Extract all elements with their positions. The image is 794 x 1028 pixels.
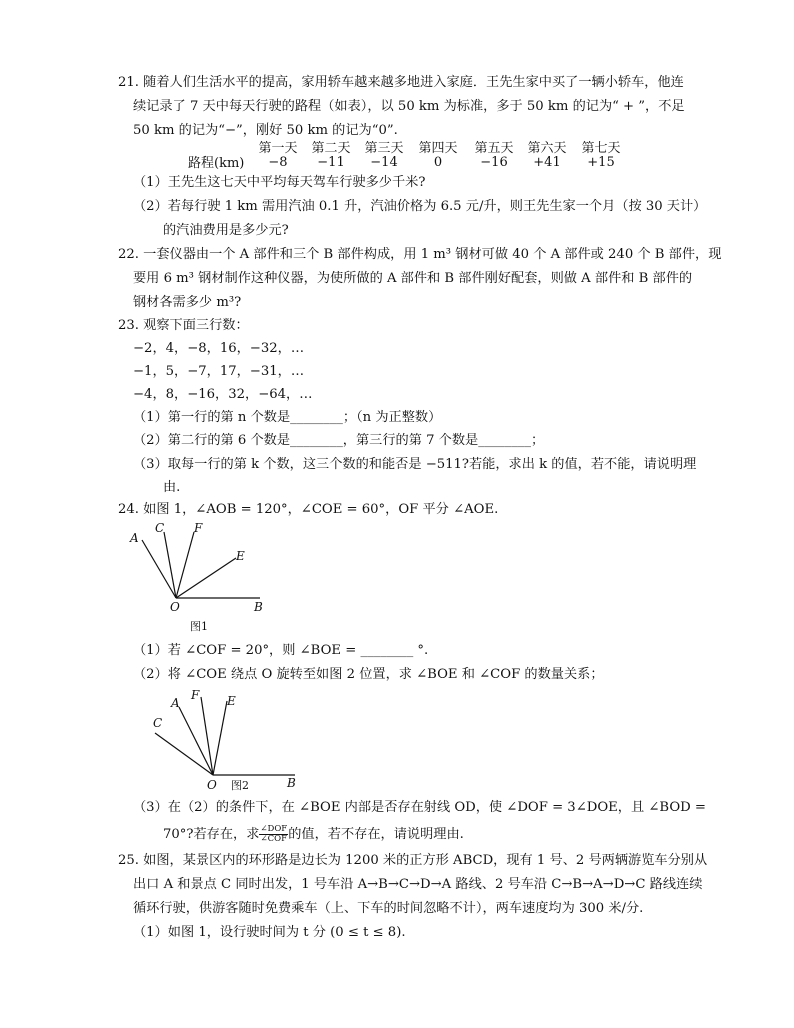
q21-sub2a: （2）若每行驶 1 km 需用汽油 0.1 升，汽油价格为 6.5 元/升，则王先生家一个月（按 30 天计）: [133, 199, 707, 214]
table-day-5: 第五天: [474, 141, 514, 156]
q25-line3: 循环行驶，供游客随时免费乘车（上、下车的时间忽略不计），两车速度均为 300 米/分.: [133, 901, 644, 916]
angle-ratio-fraction: [259, 825, 288, 844]
q25-sub1: （1）如图 1，设行驶时间为 t 分 (0 ≤ t ≤ 8).: [133, 925, 406, 940]
q22-line2: 要用 6 m³ 钢材制作这种仪器，为使所做的 A 部件和 B 部件刚好配套，则做 A 部件和 B 部件的: [133, 271, 693, 286]
table-day-6: 第六天: [527, 141, 567, 156]
q25-line1: 25. 如图，某景区内的环形路是边长为 1200 米的正方形 ABCD，现有 1 号、2 号两辆游览车分别从: [118, 853, 708, 868]
ray-OC: [155, 733, 213, 775]
q23-sub3a: （3）取每一行的第 k 个数，这三个数的和能否是 −511?若能，求出 k 的值，若不能，请说明理: [133, 457, 697, 472]
label-E: E: [236, 549, 245, 563]
q24-sub1: （1）若 ∠COF = 20°，则 ∠BOE = ________ °.: [133, 643, 429, 658]
q24-sub3b-pre: 70°?若存在，求: [163, 827, 260, 842]
q21-sub1: （1）王先生这七天中平均每天驾车行驶多少千米?: [133, 175, 426, 190]
q21-sub2b: 的汽油费用是多少元?: [163, 223, 289, 238]
figure-2-caption: 图2: [231, 779, 249, 792]
label-O: O: [207, 778, 217, 792]
q23-line1: 23. 观察下面三行数：: [118, 318, 249, 333]
q23-row1: −2，4，−8，16，−32，…: [133, 341, 305, 356]
table-day-3: 第三天: [364, 141, 404, 156]
q22-line1: 22. 一套仪器由一个 A 部件和三个 B 部件构成，用 1 m³ 钢材可做 40 个 A 部件或 240 个 B 部件，现: [118, 247, 722, 262]
table-value-2: −11: [317, 155, 345, 170]
table-day-1: 第一天: [258, 141, 298, 156]
q22-line3: 钢材各需多少 m³?: [133, 295, 242, 310]
label-F: F: [194, 521, 203, 535]
figure-1: [120, 520, 280, 635]
fraction-numerator: ∠DOF: [260, 824, 288, 834]
label-E: E: [227, 694, 236, 708]
q23-sub1: （1）第一行的第 n 个数是________；（n 为正整数）: [133, 410, 442, 425]
ray-OE: [213, 701, 227, 775]
q23-row3: −4，8，−16，32，−64，…: [133, 387, 313, 402]
q24-line1: 24. 如图 1，∠AOB = 120°，∠COE = 60°，OF 平分 ∠AOE.: [118, 502, 499, 517]
q23-sub2: （2）第二行的第 6 个数是________，第三行的第 7 个数是________；: [133, 433, 545, 448]
q21-line1: 21. 随着人们生活水平的提高，家用轿车越来越多地进入家庭．王先生家中买了一辆小轿车，他连: [118, 75, 684, 90]
q25-line2: 出口 A 和景点 C 同时出发，1 号车沿 A→B→C→D→A 路线、2 号车沿 C→B→A→D→C 路线连续: [133, 877, 703, 892]
table-day-2: 第二天: [311, 141, 351, 156]
fraction-denominator: ∠COF: [260, 834, 288, 844]
label-B: B: [287, 776, 296, 790]
label-F: F: [191, 688, 200, 702]
table-day-4: 第四天: [418, 141, 458, 156]
table-value-6: +41: [533, 155, 561, 170]
table-day-7: 第七天: [581, 141, 621, 156]
q24-sub3a: （3）在（2）的条件下，在 ∠BOE 内部是否存在射线 OD，使 ∠DOF = 3∠DOE，且 ∠BOD =: [133, 800, 706, 815]
figure-2: [145, 685, 305, 795]
label-O: O: [170, 600, 180, 614]
q21-line2: 续记录了 7 天中每天行驶的路程（如表），以 50 km 为标准，多于 50 km 的记为“ + ”，不足: [133, 99, 685, 114]
table-value-4: 0: [433, 155, 443, 170]
q23-sub3b: 由.: [163, 480, 181, 495]
table-row-label: 路程(km): [188, 156, 245, 171]
q24-sub3b-post: 的值，若不存在，请说明理由.: [288, 827, 464, 842]
table-value-7: +15: [587, 155, 615, 170]
label-C: C: [153, 716, 163, 730]
label-B: B: [254, 600, 263, 614]
q23-row2: −1，5，−7，17，−31，…: [133, 364, 305, 379]
label-C: C: [155, 521, 165, 535]
table-value-5: −16: [480, 155, 508, 170]
q24-sub2: （2）将 ∠COE 绕点 O 旋转至如图 2 位置，求 ∠BOE 和 ∠COF 的数量关系；: [133, 667, 604, 682]
table-value-1: −8: [268, 155, 288, 170]
q21-line3: 50 km 的记为“−”，刚好 50 km 的记为“0”.: [133, 123, 398, 138]
label-A: A: [171, 696, 180, 710]
q24-sub3b: [163, 825, 464, 844]
label-A: A: [130, 531, 139, 545]
table-value-3: −14: [370, 155, 398, 170]
figure-1-caption: 图1: [190, 620, 208, 633]
